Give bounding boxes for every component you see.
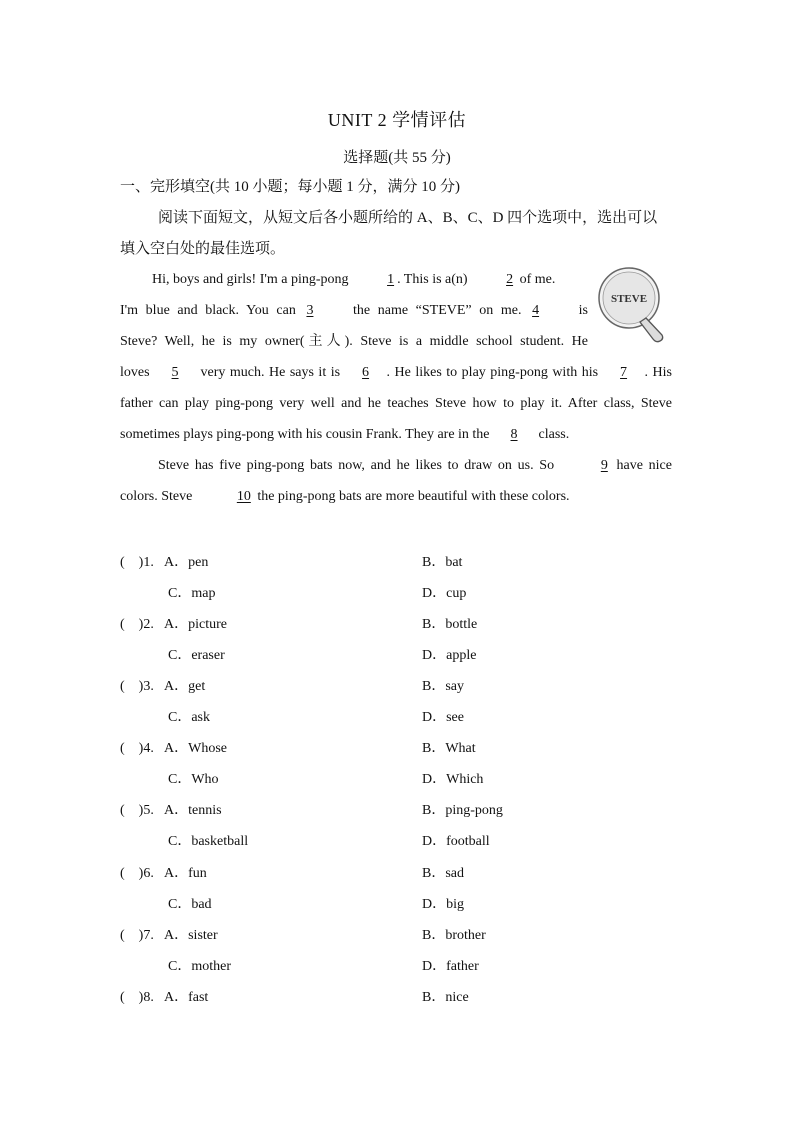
section-instruction: 阅读下面短文，从短文后各小题所给的 A、B、C、D 四个选项中，选出可以填入空白处的最佳选项。 bbox=[120, 210, 658, 257]
question-number: ( )1. bbox=[120, 555, 154, 570]
option-b[interactable]: B．ping-pong bbox=[422, 803, 503, 818]
passage-paragraph-2 bbox=[120, 450, 672, 512]
page-subtitle: 选择题(共 55 分) bbox=[343, 150, 451, 166]
option-b[interactable]: B．sad bbox=[422, 866, 464, 881]
option-b[interactable]: B．nice bbox=[422, 990, 469, 1005]
option-c[interactable]: C．map bbox=[168, 586, 216, 601]
blank-6: 6 bbox=[362, 365, 370, 380]
option-d[interactable]: D．father bbox=[422, 959, 479, 974]
option-a[interactable]: A．pen bbox=[164, 555, 209, 570]
option-b[interactable]: B．brother bbox=[422, 928, 486, 943]
page-title: UNIT 2 学情评估 bbox=[327, 110, 467, 130]
option-c[interactable]: C．eraser bbox=[168, 648, 225, 663]
passage-line bbox=[120, 357, 672, 450]
option-d[interactable]: D．cup bbox=[422, 586, 467, 601]
passage-text: is bbox=[571, 303, 589, 318]
passage-text: the ping-pong bats are more beautiful with these colors. bbox=[253, 489, 570, 504]
passage-text: Hi, boys and girls! I'm a ping-pong bbox=[152, 272, 353, 287]
passage-text: loves bbox=[120, 365, 155, 380]
passage-text: Steve? Well, he is my owner(主人). Steve is a middle school student. He bbox=[120, 334, 588, 349]
option-a[interactable]: A．get bbox=[164, 679, 206, 694]
passage-text: of me. bbox=[516, 272, 556, 287]
blank-10: 10 bbox=[236, 489, 251, 504]
option-a[interactable]: A．tennis bbox=[164, 803, 222, 818]
passage-line bbox=[120, 326, 588, 357]
option-d[interactable]: D．Which bbox=[422, 772, 484, 787]
blank-3: 3 bbox=[306, 303, 314, 318]
question-number: ( )7. bbox=[120, 928, 154, 943]
blank-4: 4 bbox=[532, 303, 540, 318]
section-heading: 一、完形填空(共 10 小题；每小题 1 分，满分 10 分) bbox=[120, 179, 460, 195]
option-c[interactable]: C．Who bbox=[168, 772, 219, 787]
blank-8: 8 bbox=[510, 427, 518, 442]
option-c[interactable]: C．basketball bbox=[168, 834, 249, 849]
option-d[interactable]: D．football bbox=[422, 834, 490, 849]
cloze-passage bbox=[120, 264, 672, 512]
paddle-label: STEVE bbox=[610, 293, 648, 305]
question-number: ( )4. bbox=[120, 741, 154, 756]
blank-2: 2 bbox=[506, 272, 514, 287]
blank-5: 5 bbox=[171, 365, 179, 380]
passage-text: class. bbox=[535, 427, 570, 442]
option-d[interactable]: D．apple bbox=[422, 648, 477, 663]
option-b[interactable]: B．What bbox=[422, 741, 476, 756]
option-b[interactable]: B．bottle bbox=[422, 617, 478, 632]
option-a[interactable]: A．fast bbox=[164, 990, 209, 1005]
passage-line bbox=[120, 295, 588, 326]
question-number: ( )2. bbox=[120, 617, 154, 632]
passage-text: the name “STEVE” on me. bbox=[345, 303, 530, 318]
option-b[interactable]: B．say bbox=[422, 679, 464, 694]
question-number: ( )8. bbox=[120, 990, 154, 1005]
option-a[interactable]: A．fun bbox=[164, 866, 207, 881]
option-b[interactable]: B．bat bbox=[422, 555, 463, 570]
option-a[interactable]: A．sister bbox=[164, 928, 218, 943]
option-c[interactable]: C．mother bbox=[168, 959, 231, 974]
option-a[interactable]: A．Whose bbox=[164, 741, 227, 756]
passage-text: I'm blue and black. You can bbox=[120, 303, 304, 318]
passage-line bbox=[120, 264, 588, 295]
option-c[interactable]: C．bad bbox=[168, 897, 212, 912]
passage-text: . This is a(n) bbox=[397, 272, 472, 287]
passage-text: . He likes to play ping-pong with his bbox=[386, 365, 603, 380]
blank-1: 1 bbox=[387, 272, 395, 287]
option-d[interactable]: D．big bbox=[422, 897, 464, 912]
passage-text: have nice colors. Steve bbox=[120, 458, 672, 504]
blank-9: 9 bbox=[600, 458, 608, 473]
blank-7: 7 bbox=[620, 365, 628, 380]
passage-text: very much. He says it is bbox=[196, 365, 345, 380]
passage-text: . His father can play ping-pong very well and he teaches Steve how to play it. After class, Steve sometimes plays ping-pong with his cousin Frank. They are in the bbox=[120, 365, 672, 442]
question-number: ( )6. bbox=[120, 866, 154, 881]
option-c[interactable]: C．ask bbox=[168, 710, 210, 725]
passage-text: Steve has five ping-pong bats now, and he likes to draw on us. So bbox=[158, 458, 560, 473]
option-d[interactable]: D．see bbox=[422, 710, 464, 725]
question-number: ( )3. bbox=[120, 679, 154, 694]
option-a[interactable]: A．picture bbox=[164, 617, 227, 632]
question-number: ( )5. bbox=[120, 803, 154, 818]
